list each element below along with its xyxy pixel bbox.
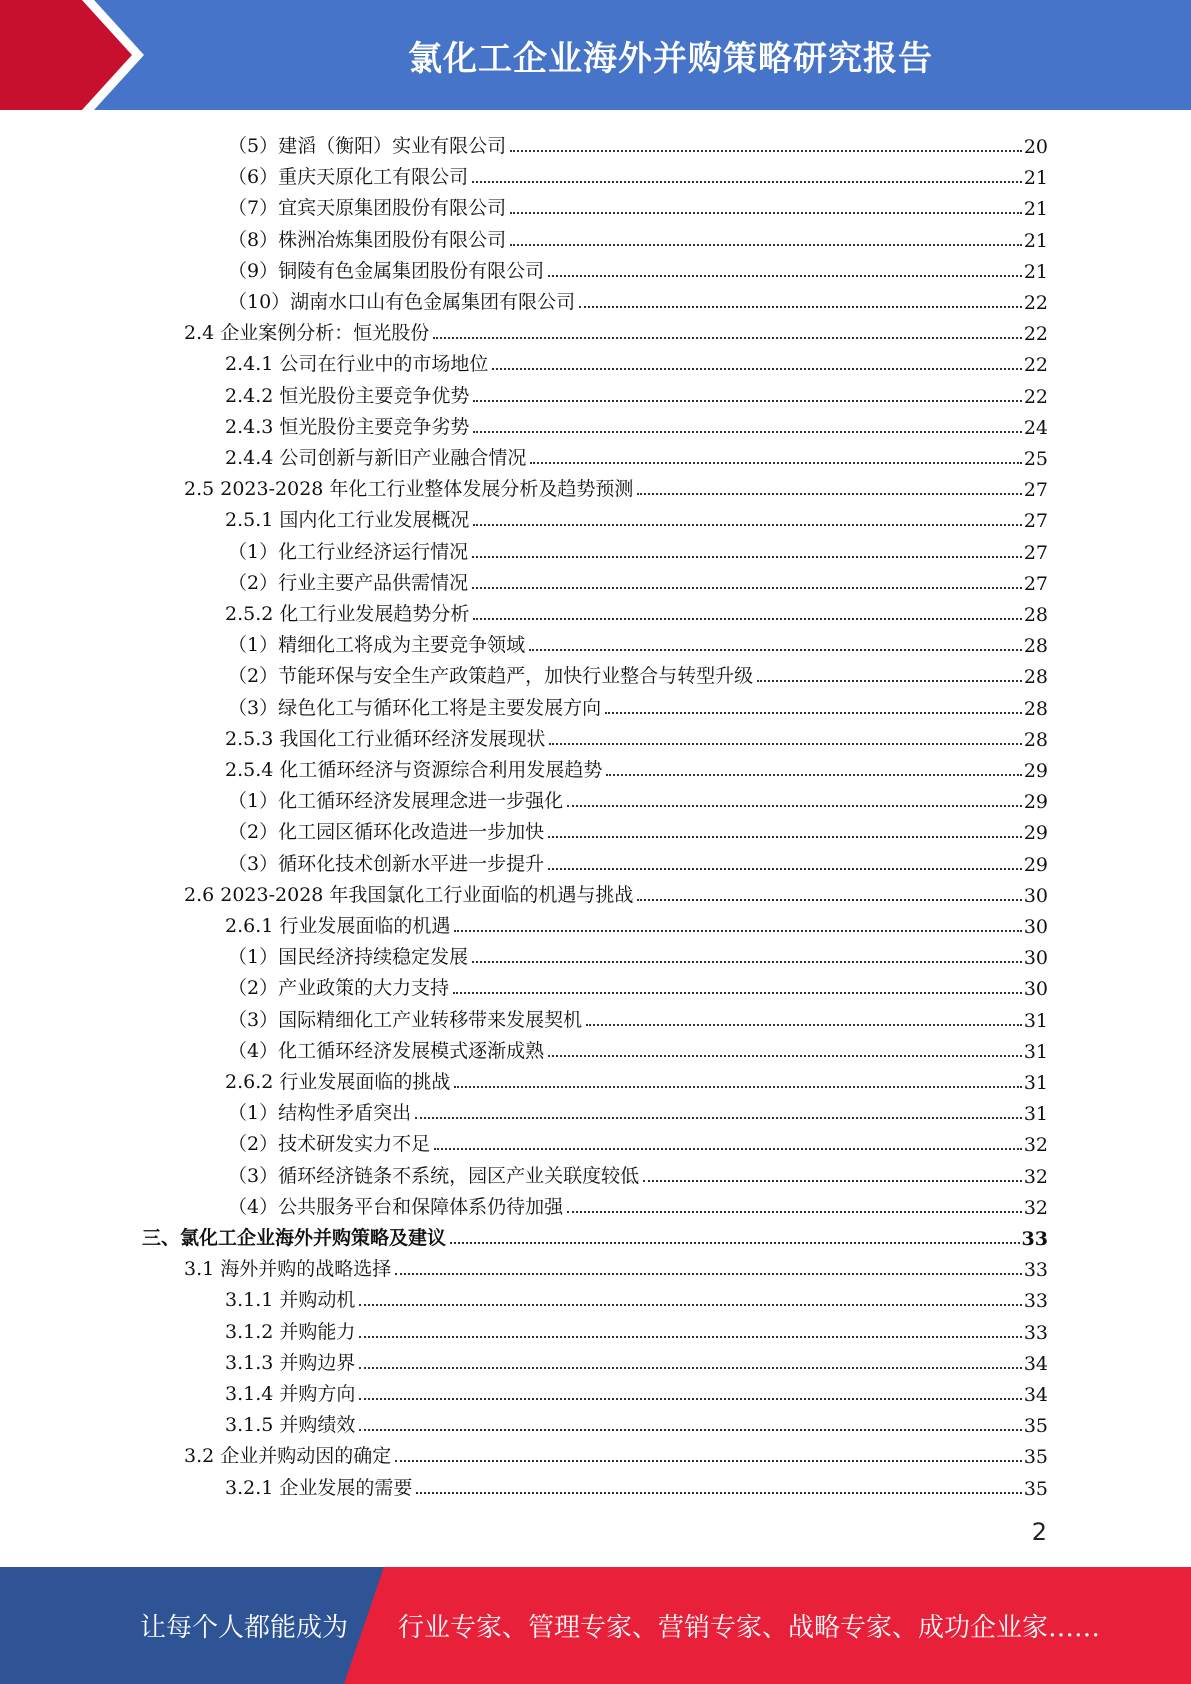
toc-entry-page: 27 bbox=[1023, 510, 1048, 533]
footer-slogan-right: 行业专家、管理专家、营销专家、战略专家、成功企业家…… bbox=[398, 1613, 1101, 1643]
toc-entry-page: 21 bbox=[1023, 167, 1048, 190]
toc-entry-title: 2.5.2 化工行业发展趋势分析 bbox=[225, 603, 470, 625]
toc-entry[interactable] bbox=[228, 564, 1048, 595]
toc-entry[interactable] bbox=[184, 1250, 1048, 1281]
toc-leader-dots bbox=[359, 1429, 1021, 1431]
toc-entry-title: （3）国际精细化工产业转移带来发展契机 bbox=[228, 1008, 583, 1031]
toc-leader-dots bbox=[637, 493, 1021, 495]
toc-entry-title: 2.6 2023-2028 年我国氯化工行业面临的机遇与挑战 bbox=[184, 883, 634, 906]
toc-entry[interactable] bbox=[228, 845, 1048, 876]
toc-entry[interactable] bbox=[228, 1032, 1048, 1063]
toc-entry[interactable] bbox=[225, 439, 1048, 470]
toc-entry[interactable] bbox=[225, 345, 1048, 376]
toc-entry[interactable] bbox=[228, 533, 1048, 564]
toc-leader-dots bbox=[473, 431, 1021, 433]
toc-leader-dots bbox=[510, 150, 1022, 152]
toc-leader-dots bbox=[586, 1024, 1022, 1026]
toc-leader-dots bbox=[530, 462, 1021, 464]
toc-entry-title: 2.5.1 国内化工行业发展概况 bbox=[225, 509, 470, 532]
toc-entry-page: 32 bbox=[1023, 1134, 1048, 1157]
toc-entry-page: 28 bbox=[1023, 697, 1048, 720]
toc-entry-page: 22 bbox=[1023, 385, 1048, 408]
toc-entry-title: 3.2.1 企业发展的需要 bbox=[225, 1476, 413, 1499]
footer-slogan-left: 让每个人都能成为 bbox=[140, 1613, 349, 1643]
toc-leader-dots bbox=[450, 1242, 1020, 1244]
toc-entry-page: 30 bbox=[1023, 884, 1048, 907]
toc-entry-page: 29 bbox=[1023, 822, 1048, 845]
toc-entry-title: （5）建滔（衡阳）实业有限公司 bbox=[228, 135, 507, 157]
toc-entry-title: （1）结构性矛盾突出 bbox=[228, 1102, 412, 1125]
toc-entry-title: 三、氯化工企业海外并购策略及建议 bbox=[142, 1227, 447, 1249]
toc-entry-page: 28 bbox=[1023, 604, 1048, 626]
toc-entry[interactable] bbox=[225, 1313, 1048, 1344]
toc-leader-dots bbox=[453, 992, 1022, 994]
toc-leader-dots bbox=[454, 930, 1021, 932]
toc-entry-page: 33 bbox=[1023, 1259, 1048, 1282]
toc-entry[interactable] bbox=[228, 1125, 1048, 1156]
toc-entry-title: （1）化工循环经济发展理念进一步强化 bbox=[228, 790, 564, 813]
toc-entry-title: 3.1.4 并购方向 bbox=[225, 1383, 356, 1405]
toc-leader-dots bbox=[510, 244, 1022, 246]
toc-entry-page: 32 bbox=[1023, 1165, 1048, 1188]
toc-leader-dots bbox=[473, 400, 1021, 402]
toc-leader-dots bbox=[359, 1336, 1021, 1338]
toc-leader-dots bbox=[643, 1180, 1022, 1182]
toc-entry-page: 27 bbox=[1023, 541, 1048, 564]
toc-entry-page: 27 bbox=[1023, 479, 1048, 502]
toc-leader-dots bbox=[395, 1273, 1022, 1275]
toc-entry-page: 21 bbox=[1023, 198, 1048, 221]
header-arrow-icon bbox=[0, 0, 150, 110]
toc-entry[interactable] bbox=[228, 283, 1048, 314]
toc-entry-page: 28 bbox=[1023, 728, 1048, 751]
toc-entry-title: 3.1.1 并购动机 bbox=[225, 1289, 356, 1312]
toc-entry-title: 3.1.5 并购绩效 bbox=[225, 1414, 356, 1437]
toc-entry-title: （2）技术研发实力不足 bbox=[228, 1133, 431, 1156]
toc-entry-page: 22 bbox=[1023, 323, 1048, 346]
toc-entry-title: （1）国民经济持续稳定发展 bbox=[228, 946, 469, 969]
toc-entry-page: 31 bbox=[1023, 1072, 1048, 1094]
toc-entry-title: 2.6.1 行业发展面临的机遇 bbox=[225, 915, 451, 937]
toc-entry-page: 21 bbox=[1023, 229, 1048, 252]
toc-entry[interactable] bbox=[184, 876, 1048, 907]
toc-entry[interactable] bbox=[228, 252, 1048, 283]
toc-entry[interactable] bbox=[228, 189, 1048, 220]
toc-entry-title: 2.5 2023-2028 年化工行业整体发展分析及趋势预测 bbox=[184, 478, 634, 501]
toc-entry-page: 29 bbox=[1023, 853, 1048, 876]
toc-entry-title: （6）重庆天原化工有限公司 bbox=[228, 166, 469, 189]
toc-leader-dots bbox=[472, 961, 1022, 963]
toc-entry[interactable] bbox=[225, 595, 1048, 626]
toc-entry[interactable] bbox=[184, 1437, 1048, 1468]
toc-entry[interactable] bbox=[228, 1157, 1048, 1188]
toc-entry[interactable] bbox=[228, 969, 1048, 1000]
toc-leader-dots bbox=[434, 1148, 1022, 1150]
toc-entry-page: 32 bbox=[1023, 1196, 1048, 1219]
toc-entry-page: 31 bbox=[1023, 1103, 1048, 1126]
toc-entry[interactable] bbox=[225, 907, 1048, 938]
toc-leader-dots bbox=[529, 649, 1022, 651]
toc-entry-page: 34 bbox=[1023, 1352, 1048, 1375]
toc-entry-page: 22 bbox=[1023, 292, 1048, 314]
toc-entry-page: 20 bbox=[1023, 136, 1048, 158]
toc-leader-dots bbox=[548, 868, 1022, 870]
footer-banner bbox=[0, 1567, 1191, 1684]
toc-entry[interactable] bbox=[225, 1406, 1048, 1437]
toc-entry[interactable] bbox=[225, 1063, 1048, 1094]
toc-entry-page: 35 bbox=[1023, 1415, 1048, 1438]
toc-entry-page: 30 bbox=[1023, 916, 1048, 938]
toc-entry-title: 2.4.1 公司在行业中的市场地位 bbox=[225, 353, 489, 376]
toc-entry[interactable] bbox=[228, 1001, 1048, 1032]
toc-entry-page: 29 bbox=[1023, 791, 1048, 814]
toc-entry-title: 3.1.2 并购能力 bbox=[225, 1320, 356, 1343]
toc-leader-dots bbox=[606, 774, 1021, 776]
toc-entry[interactable] bbox=[225, 1281, 1048, 1312]
toc-leader-dots bbox=[567, 1211, 1022, 1213]
toc-leader-dots bbox=[415, 1117, 1022, 1119]
toc-entry-title: 2.4.2 恒光股份主要竞争优势 bbox=[225, 384, 470, 407]
toc-entry[interactable] bbox=[184, 314, 1048, 345]
toc-entry[interactable] bbox=[225, 1375, 1048, 1406]
toc-leader-dots bbox=[359, 1398, 1021, 1400]
toc-entry[interactable] bbox=[142, 1219, 1048, 1250]
toc-entry-title: 3.1.3 并购边界 bbox=[225, 1351, 356, 1374]
toc-entry[interactable] bbox=[225, 377, 1048, 408]
toc-entry-page: 21 bbox=[1023, 260, 1048, 283]
toc-entry[interactable] bbox=[228, 1188, 1048, 1219]
toc-entry[interactable] bbox=[184, 470, 1048, 501]
toc-leader-dots bbox=[757, 680, 1022, 682]
toc-entry[interactable] bbox=[228, 158, 1048, 189]
toc-entry-title: 2.5.3 我国化工行业循环经济发展现状 bbox=[225, 727, 546, 750]
toc-entry-page: 27 bbox=[1023, 572, 1048, 595]
toc-entry-page: 33 bbox=[1021, 1228, 1048, 1250]
toc-entry-title: （2）节能环保与安全生产政策趋严，加快行业整合与转型升级 bbox=[228, 665, 754, 688]
toc-leader-dots bbox=[472, 181, 1022, 183]
toc-leader-dots bbox=[548, 836, 1022, 838]
toc-leader-dots bbox=[492, 368, 1021, 370]
toc-entry-title: 2.5.4 化工循环经济与资源综合利用发展趋势 bbox=[225, 759, 603, 781]
toc-entry-title: （4）公共服务平台和保障体系仍待加强 bbox=[228, 1195, 564, 1218]
toc-entry-title: （3）循环化技术创新水平进一步提升 bbox=[228, 852, 545, 875]
toc-entry-title: 2.4.3 恒光股份主要竞争劣势 bbox=[225, 415, 470, 438]
toc-entry-title: （9）铜陵有色金属集团股份有限公司 bbox=[228, 259, 545, 282]
toc-entry-title: （4）化工循环经济发展模式逐渐成熟 bbox=[228, 1039, 545, 1062]
toc-entry-page: 24 bbox=[1023, 416, 1048, 439]
toc-entry[interactable] bbox=[228, 657, 1048, 688]
toc-entry[interactable] bbox=[225, 408, 1048, 439]
toc-leader-dots bbox=[359, 1367, 1021, 1369]
toc-entry-title: （2）行业主要产品供需情况 bbox=[228, 571, 469, 594]
toc-entry-page: 28 bbox=[1023, 635, 1048, 658]
toc-entry[interactable] bbox=[228, 813, 1048, 844]
toc-leader-dots bbox=[567, 805, 1022, 807]
toc-leader-dots bbox=[605, 712, 1022, 714]
toc-leader-dots bbox=[395, 1460, 1022, 1462]
toc-leader-dots bbox=[454, 1086, 1021, 1088]
toc-entry-title: （2）产业政策的大力支持 bbox=[228, 977, 450, 1000]
toc-leader-dots bbox=[473, 618, 1021, 620]
toc-entry-page: 35 bbox=[1023, 1477, 1048, 1500]
toc-entry[interactable] bbox=[228, 1094, 1048, 1125]
toc-entry-title: （7）宜宾天原集团股份有限公司 bbox=[228, 197, 507, 220]
toc-entry[interactable] bbox=[225, 1469, 1048, 1500]
toc-entry[interactable] bbox=[228, 782, 1048, 813]
toc-entry-title: （3）绿色化工与循环化工将是主要发展方向 bbox=[228, 696, 602, 719]
toc-leader-dots bbox=[473, 524, 1021, 526]
toc-leader-dots bbox=[472, 556, 1022, 558]
toc-leader-dots bbox=[579, 306, 1022, 308]
toc-entry-page: 30 bbox=[1023, 947, 1048, 970]
toc-entry-title: 3.1 海外并购的战略选择 bbox=[184, 1258, 392, 1281]
toc-entry[interactable] bbox=[228, 689, 1048, 720]
toc-entry[interactable] bbox=[225, 720, 1048, 751]
toc-entry-title: （8）株洲冶炼集团股份有限公司 bbox=[228, 228, 507, 251]
toc-leader-dots bbox=[472, 587, 1022, 589]
toc-leader-dots bbox=[548, 1055, 1022, 1057]
toc-entry[interactable] bbox=[228, 626, 1048, 657]
toc-entry-title: 2.6.2 行业发展面临的挑战 bbox=[225, 1071, 451, 1093]
toc-entry-page: 31 bbox=[1023, 1040, 1048, 1063]
toc-leader-dots bbox=[416, 1492, 1021, 1494]
toc-entry-page: 25 bbox=[1023, 448, 1048, 470]
toc-entry-title: 2.4.4 公司创新与新旧产业融合情况 bbox=[225, 447, 527, 469]
page-number: 2 bbox=[1031, 1518, 1047, 1546]
toc-entry[interactable] bbox=[225, 751, 1048, 782]
report-title: 氯化工企业海外并购策略研究报告 bbox=[408, 38, 933, 79]
toc-entry-title: （2）化工园区循环化改造进一步加快 bbox=[228, 821, 545, 844]
toc-leader-dots bbox=[548, 275, 1022, 277]
toc-entry-page: 31 bbox=[1023, 1009, 1048, 1032]
toc-entry-title: （10）湖南水口山有色金属集团有限公司 bbox=[228, 291, 576, 313]
header-banner bbox=[0, 0, 1191, 110]
toc-entry-title: （1）化工行业经济运行情况 bbox=[228, 540, 469, 563]
toc-leader-dots bbox=[549, 743, 1021, 745]
toc-entry[interactable] bbox=[228, 221, 1048, 252]
toc-entry-page: 35 bbox=[1023, 1446, 1048, 1469]
toc-entry-page: 22 bbox=[1023, 354, 1048, 377]
toc-entry-title: （3）循环经济链条不系统，园区产业关联度较低 bbox=[228, 1164, 640, 1187]
toc-entry-page: 29 bbox=[1023, 760, 1048, 782]
toc-entry-page: 33 bbox=[1023, 1321, 1048, 1344]
toc-leader-dots bbox=[637, 899, 1021, 901]
toc-entry[interactable] bbox=[228, 938, 1048, 969]
toc-entry[interactable] bbox=[228, 127, 1048, 158]
toc-leader-dots bbox=[433, 337, 1022, 339]
toc-entry-title: 2.4 企业案例分析：恒光股份 bbox=[184, 322, 430, 345]
toc-entry-title: （1）精细化工将成为主要竞争领域 bbox=[228, 634, 526, 657]
toc-entry-page: 34 bbox=[1023, 1384, 1048, 1406]
toc-entry-page: 33 bbox=[1023, 1290, 1048, 1313]
toc-entry-title: 3.2 企业并购动因的确定 bbox=[184, 1445, 392, 1468]
toc-entry[interactable] bbox=[225, 501, 1048, 532]
toc-entry-page: 28 bbox=[1023, 666, 1048, 689]
toc-leader-dots bbox=[359, 1304, 1021, 1306]
toc-entry-page: 30 bbox=[1023, 978, 1048, 1001]
toc-entry[interactable] bbox=[225, 1344, 1048, 1375]
toc-leader-dots bbox=[510, 212, 1022, 214]
